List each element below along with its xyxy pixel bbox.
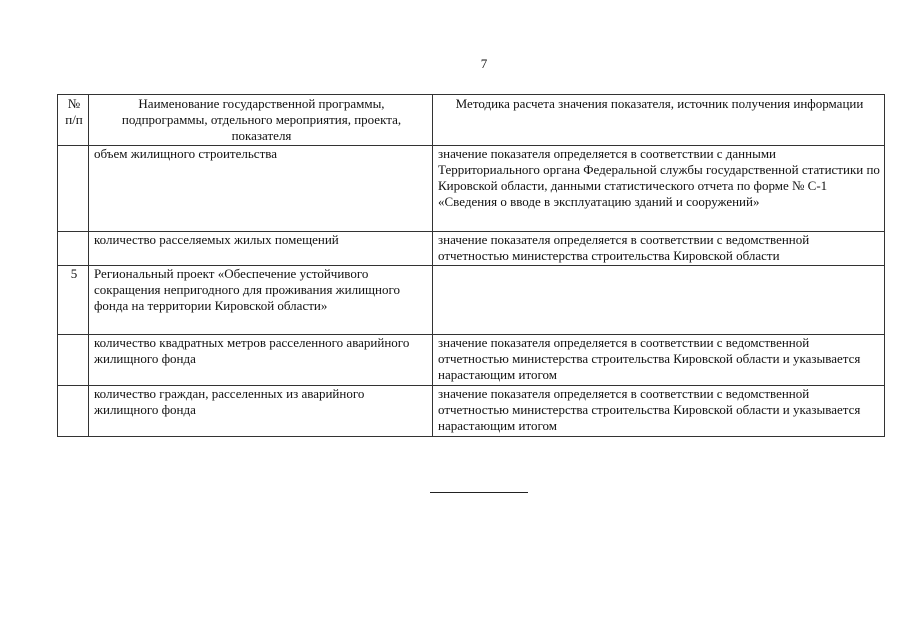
table-row [58,232,885,266]
indicator-methods-table [57,94,885,437]
project-name: Региональный проект «Обеспечение устойчивого сокращения непригодного для проживания жилищного фонда на территории Кировской области» [89,266,433,335]
indicator-name: количество расселяемых жилых помещений [89,232,433,266]
indicator-method: значение показателя определяется в соответствии с ведомственной отчетностью министерства строительства Кировской области [433,232,885,266]
table-row [58,386,885,437]
row-num [58,232,89,266]
row-num [58,335,89,386]
indicator-method: значение показателя определяется в соответствии с ведомственной отчетностью министерства строительства Кировской области и указывается нарастающим итогом [433,335,885,386]
indicator-name: объем жилищного строительства [89,146,433,232]
header-num: № п/п [58,95,89,146]
indicator-method: значение показателя определяется в соответствии с данными Территориального органа Федеральной службы государственной статистики по Кировской области, данными статистического отчета по форме № С-1 «Сведения о вводе в эксплуатацию зданий и сооружений» [433,146,885,232]
table-row [58,335,885,386]
table-row [58,146,885,232]
indicator-name: количество граждан, расселенных из аварийного жилищного фонда [89,386,433,437]
row-num: 5 [58,266,89,335]
indicator-method: значение показателя определяется в соответствии с ведомственной отчетностью министерства строительства Кировской области и указывается нарастающим итогом [433,386,885,437]
table-header-row [58,95,885,146]
header-method: Методика расчета значения показателя, источник получения информации [433,95,885,146]
table-row [58,266,885,335]
page-number: 7 [480,56,488,71]
row-num [58,146,89,232]
indicator-method [433,266,885,335]
end-of-document-line [430,492,528,493]
row-num [58,386,89,437]
header-name: Наименование государственной программы, подпрограммы, отдельного мероприятия, проекта, показателя [89,95,433,146]
indicator-name: количество квадратных метров расселенного аварийного жилищного фонда [89,335,433,386]
